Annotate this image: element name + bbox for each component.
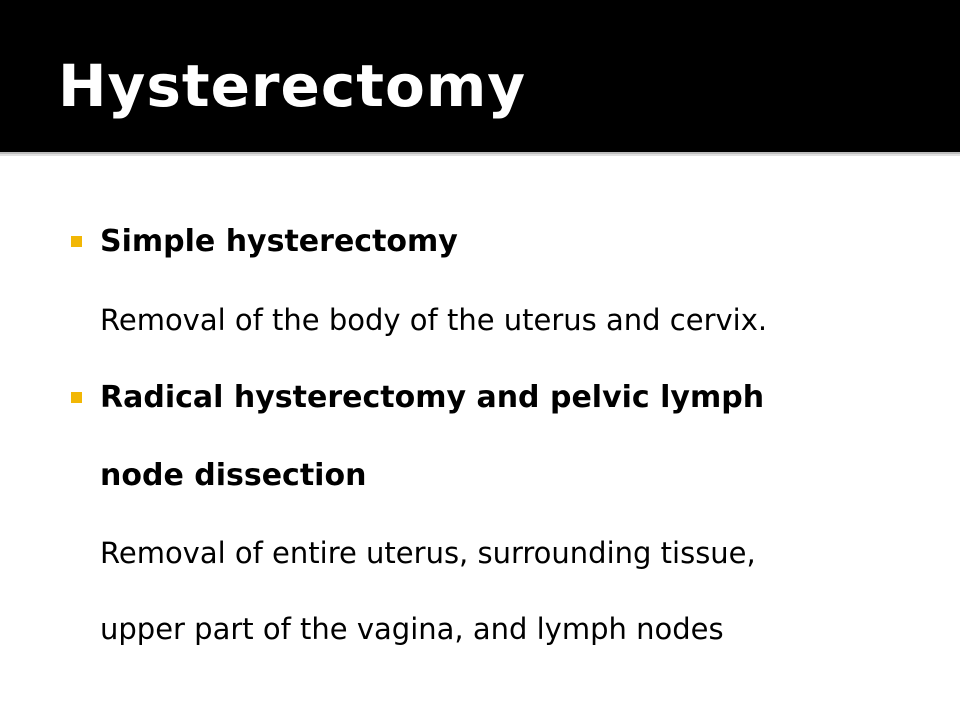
bullet-heading: Radical hysterectomy and pelvic lymph [100,380,765,415]
bullet-description: upper part of the vagina, and lymph nodes [100,612,724,646]
square-bullet-icon [71,392,82,403]
bullet-description: Removal of the body of the uterus and cervix. [100,303,768,337]
bullet-heading: node dissection [100,458,367,493]
square-bullet-icon [71,236,82,247]
bullet-description: Removal of entire uterus, surrounding tissue, [100,536,756,570]
slide-title: Hysterectomy [58,52,527,120]
bullet-heading: Simple hysterectomy [100,224,458,259]
